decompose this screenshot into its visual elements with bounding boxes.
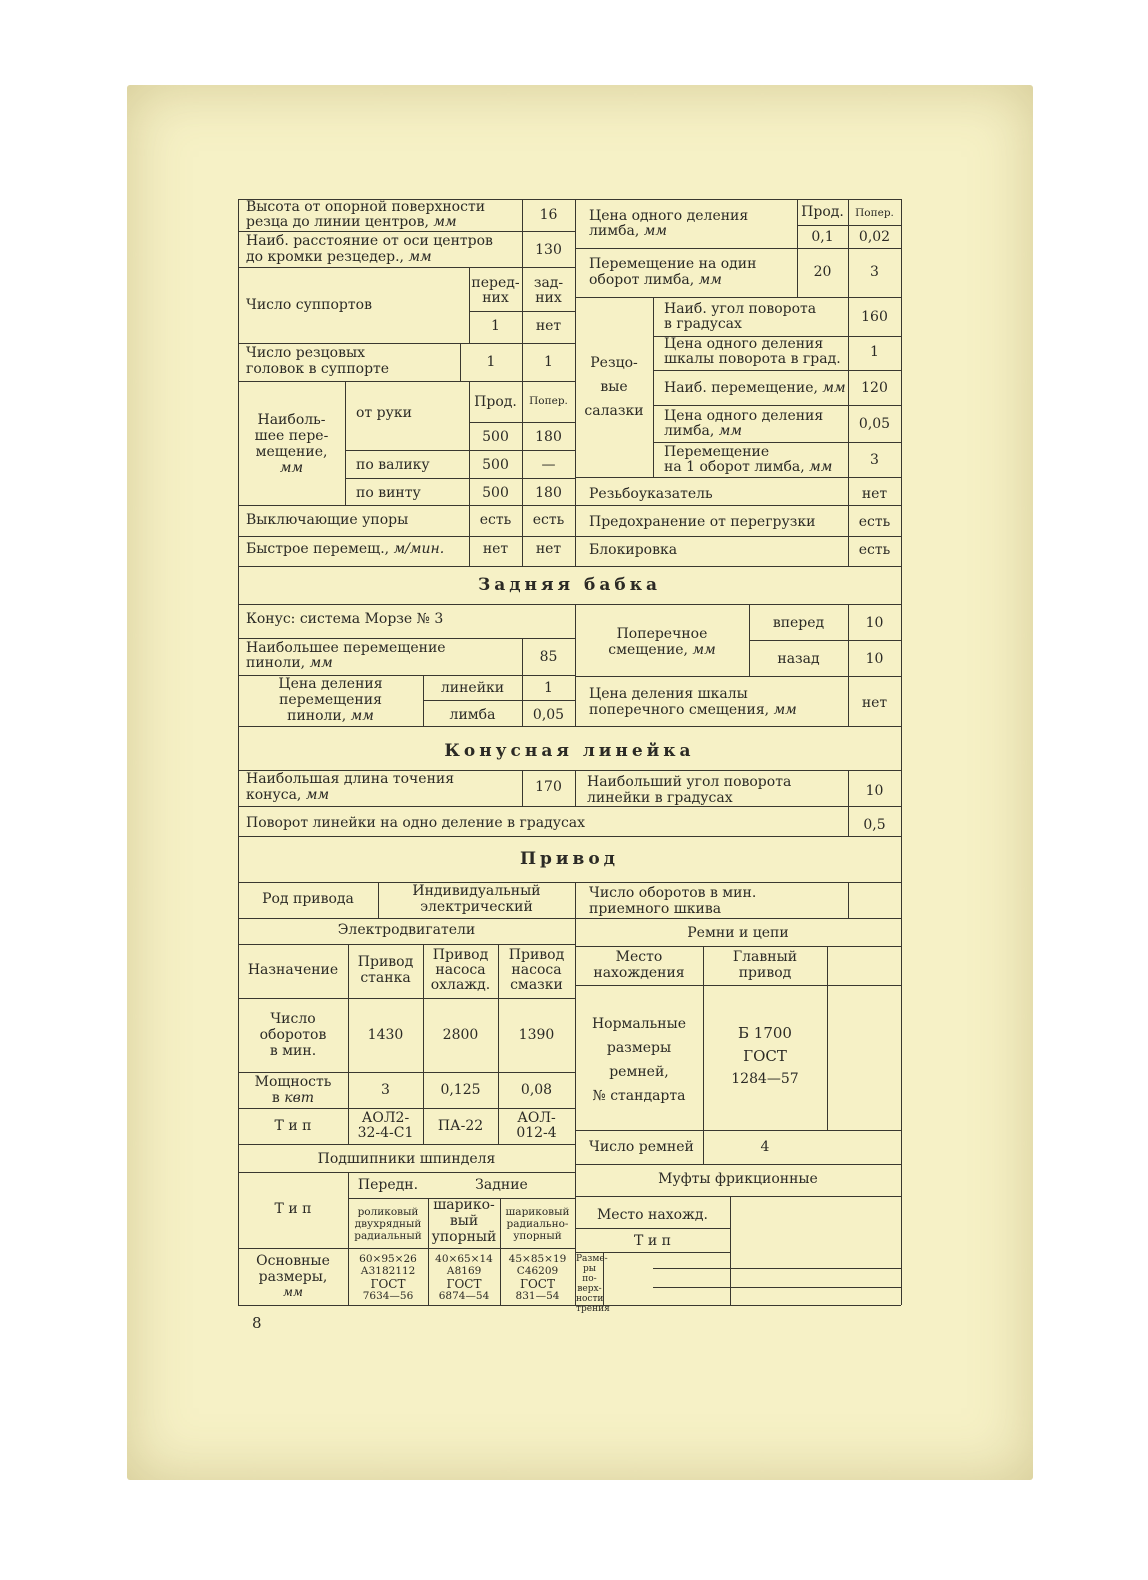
slide-travel: Наиб. перемещение, мм (664, 380, 846, 396)
pulley-label-2: приемного шкива (589, 901, 722, 917)
dial-rev-label-1: Перемещение на один (589, 256, 757, 272)
front-header-2: них (482, 290, 509, 306)
dims1-4: 7634—56 (362, 1290, 414, 1302)
slide-angle-1: Наиб. угол поворота (664, 301, 817, 317)
power-value-2: 0,125 (440, 1082, 481, 1098)
bearing-rear-header: Задние (475, 1177, 528, 1193)
power-value-3: 0,08 (520, 1082, 553, 1098)
rpm-value-3: 1390 (518, 1027, 555, 1043)
motor2-1: Привод (432, 947, 489, 963)
lock-value: есть (858, 542, 891, 558)
front-header-1: перед- (471, 275, 520, 291)
dial-prod-header: Прод. (801, 204, 844, 220)
by-hand-label: от руки (356, 405, 412, 421)
stops-prod: есть (479, 512, 512, 528)
thread-value: нет (861, 486, 888, 502)
slide-travel-value: 120 (861, 380, 888, 396)
taper-len-value: 170 (535, 779, 562, 795)
motor1-2: станка (360, 970, 411, 986)
bearing2-2: вый (449, 1213, 479, 1229)
dims3-1: 45×85×19 (508, 1253, 567, 1265)
ruler-value: 1 (544, 680, 553, 696)
rpm-value-2: 2800 (442, 1027, 479, 1043)
main-drive-1: Главный (732, 949, 798, 965)
page-number: 8 (252, 1314, 262, 1332)
hand-prod: 500 (482, 429, 509, 445)
rpm-label-1: Число (270, 1011, 316, 1027)
dims1-1: 60×95×26 (359, 1253, 417, 1265)
slide-div-1: Цена одного деления (664, 408, 824, 424)
dims3-2: С46209 (516, 1265, 559, 1277)
slide-rev-2: на 1 оборот лимба, мм (664, 459, 833, 475)
slide-label-1: Резцо- (590, 355, 638, 371)
clutch-place-label: Место нахожд. (596, 1207, 709, 1223)
by-screw-label: по винту (356, 485, 421, 501)
motor2-3: охлажд. (430, 977, 491, 993)
bearing1-3: радиальный (354, 1230, 422, 1242)
rpm-label-3: в мин. (269, 1043, 317, 1059)
forward-value: 10 (865, 615, 884, 631)
dist-value: 130 (535, 242, 562, 258)
bearing3-3: упорный (513, 1230, 562, 1242)
slide-scale-1: Цена одного деления (664, 336, 824, 352)
dist-label-2: до кромки резцедер., мм (246, 249, 432, 265)
bearing2-3: упорный (431, 1229, 497, 1245)
overload-value: есть (858, 514, 891, 530)
slide-div-2: лимба, мм (664, 423, 743, 439)
power-label-2: в квт (271, 1090, 315, 1106)
dial-rev-label-2: оборот лимба, мм (589, 272, 722, 288)
quill-label-2: пиноли, мм (246, 655, 333, 671)
quill-value: 85 (539, 649, 558, 665)
type-value-2: ПА-22 (437, 1118, 484, 1134)
motor3-2: насоса (511, 962, 562, 978)
slide-angle-value: 160 (861, 309, 888, 325)
cone-label: Конус: система Морзе № 3 (246, 611, 444, 627)
norm-label-2: размеры (606, 1040, 672, 1056)
travel-unit: мм (279, 460, 304, 476)
offset-scale-2: поперечного смещения, мм (589, 702, 797, 718)
back-label: назад (777, 651, 820, 667)
dims2-1: 40×65×14 (435, 1253, 493, 1265)
type-value-1a: АОЛ2- (361, 1110, 410, 1126)
drive-kind-1: Индивидуальный (412, 883, 541, 899)
motor3-1: Привод (508, 947, 565, 963)
overload-label: Предохранение от перегрузки (589, 514, 816, 530)
dial-rev-prod: 20 (813, 264, 832, 280)
heads-front: 1 (486, 354, 496, 370)
dial-div-poper: 0,02 (858, 229, 891, 245)
screw-poper: 180 (535, 485, 562, 501)
norm-label-4: № стандарта (592, 1088, 686, 1104)
rapid-prod: нет (482, 541, 509, 557)
belt-count-value: 4 (760, 1139, 770, 1155)
dist-label-1: Наиб. расстояние от оси центров (246, 233, 493, 249)
limb-value: 0,05 (532, 707, 565, 723)
belt-count-label: Число ремней (589, 1139, 694, 1155)
taper-title: Конусная линейка (444, 741, 695, 761)
bearing3-2: радиально- (506, 1218, 569, 1230)
place-label-2: нахождения (593, 965, 685, 981)
slide-scale-2: шкалы поворота в град. (664, 351, 841, 367)
supports-label: Число суппортов (246, 297, 372, 313)
norm-label-1: Нормальные (591, 1016, 687, 1032)
bearing-type-label: Т и п (274, 1201, 312, 1217)
price-label-1: Цена деления (278, 676, 383, 692)
slide-rev-value: 3 (870, 452, 879, 468)
shaft-prod: 500 (482, 457, 509, 473)
dims-label-1: Основные (256, 1253, 330, 1269)
taper-len-1: Наибольшая длина точения (246, 771, 455, 787)
main-drive-2: привод (738, 965, 792, 981)
bearing-front-header: Передн. (357, 1177, 419, 1193)
price-label-3: пиноли, мм (287, 708, 374, 724)
by-shaft-label: по валику (356, 457, 430, 473)
taper-turn-value: 0,5 (863, 817, 886, 833)
drive-kind-label: Род привода (262, 891, 354, 907)
rpm-value-1: 1430 (367, 1027, 404, 1043)
taper-turn: Поворот линейки на одно деление в градусах (246, 815, 586, 831)
back-value: 10 (865, 651, 884, 667)
drive-title: Привод (519, 849, 620, 869)
heads-label-1: Число резцовых (246, 345, 365, 361)
dial-div-label-1: Цена одного деления (589, 208, 749, 224)
taper-len-2: конуса, мм (246, 787, 330, 803)
tailstock-title: Задняя бабка (477, 575, 662, 595)
dims3-4: 831—54 (515, 1290, 560, 1302)
travel-prod-header: Прод. (474, 394, 517, 410)
offset-label-2: смещение, мм (608, 642, 716, 658)
dims1-2: А3182112 (360, 1265, 416, 1277)
quill-label-1: Наибольшее перемещение (246, 640, 446, 656)
dial-poper-header: Попер. (855, 207, 894, 219)
pulley-label-1: Число оборотов в мин. (589, 885, 757, 901)
dims-unit: мм (283, 1285, 303, 1299)
clutch-dims-label: Разме- ры по- верх- ности трения (576, 1254, 610, 1314)
dims3-3: ГОСТ (520, 1277, 555, 1291)
rear-header-2: них (535, 290, 562, 306)
dims1-3: ГОСТ (370, 1277, 406, 1291)
rear-value: нет (535, 318, 562, 334)
limb-label: лимба (449, 707, 496, 723)
rapid-poper: нет (535, 541, 562, 557)
taper-angle-value: 10 (865, 783, 884, 799)
dims2-4: 6874—54 (438, 1290, 490, 1302)
motor2-2: насоса (435, 962, 486, 978)
bearings-header: Подшипники шпинделя (317, 1151, 496, 1167)
motor3-3: смазки (510, 977, 563, 993)
stops-label: Выключающие упоры (246, 512, 409, 528)
power-value-1: 3 (381, 1082, 390, 1098)
slide-rev-1: Перемещение (664, 444, 770, 460)
belts-header: Ремни и цепи (687, 925, 789, 941)
place-label-1: Место (615, 949, 663, 965)
bearing1-2: двухрядный (354, 1218, 422, 1230)
power-label-1: Мощность (254, 1074, 332, 1090)
purpose-label: Назначение (247, 962, 339, 978)
travel-poper-header: Попер. (529, 395, 568, 407)
slide-angle-2: в градусах (664, 316, 742, 332)
type-value-3b: 012-4 (516, 1125, 557, 1141)
heads-rear: 1 (544, 354, 553, 370)
norm-label-3: ремней, (609, 1064, 669, 1080)
travel-label-3: мещение, (255, 444, 328, 460)
belt-value-3: 1284—57 (731, 1071, 799, 1087)
shaft-poper: — (541, 457, 556, 473)
drive-kind-2: электрический (420, 899, 533, 915)
clutch-header: Муфты фрикционные (658, 1171, 818, 1187)
heads-label-2: головок в суппорте (246, 361, 390, 377)
belt-value-1: Б 1700 (738, 1024, 792, 1042)
offset-scale-value: нет (861, 695, 888, 711)
dial-div-prod: 0,1 (811, 229, 834, 245)
slide-label-2: вые (600, 379, 628, 395)
slide-label-3: салазки (584, 403, 644, 419)
bearing2-1: шарико- (433, 1197, 495, 1213)
dial-rev-poper: 3 (870, 264, 879, 280)
slide-scale-value: 1 (870, 344, 879, 360)
hand-poper: 180 (535, 429, 562, 445)
taper-angle-2: линейки в градусах (587, 790, 733, 806)
dims-label-2: размеры, (258, 1269, 328, 1285)
slide-div-value: 0,05 (858, 416, 891, 432)
clutch-type-label: Т и п (634, 1233, 671, 1249)
thread-label: Резьбоуказатель (589, 486, 713, 502)
dims2-2: А8169 (446, 1265, 482, 1277)
height-value: 16 (539, 207, 558, 223)
stops-poper: есть (532, 512, 565, 528)
rear-header-1: зад- (533, 275, 564, 291)
price-label-2: перемещения (279, 692, 382, 708)
type-value-3a: АОЛ- (517, 1110, 556, 1126)
ruler-label: линейки (440, 680, 505, 696)
dial-div-label-2: лимба, мм (589, 223, 668, 239)
taper-angle-1: Наибольший угол поворота (587, 774, 792, 790)
rapid-label: Быстрое перемещ., м/мин. (246, 541, 445, 557)
rpm-label-2: оборотов (259, 1027, 327, 1043)
belt-value-2: ГОСТ (743, 1047, 787, 1065)
bearing3-1: шариковый (505, 1206, 570, 1218)
dims2-3: ГОСТ (446, 1277, 482, 1291)
travel-label-1: Наиболь- (257, 412, 326, 428)
travel-label-2: шее пере- (254, 428, 329, 444)
offset-scale-1: Цена деления шкалы (589, 686, 748, 702)
height-label-1: Высота от опорной поверхности (246, 199, 486, 215)
type-label: Т и п (274, 1118, 312, 1134)
motors-header: Электродвигатели (337, 922, 476, 938)
forward-label: вперед (772, 615, 825, 631)
screw-prod: 500 (482, 485, 509, 501)
front-value: 1 (491, 318, 500, 334)
offset-label-1: Поперечное (616, 626, 708, 642)
height-label-2: резца до линии центров, мм (246, 214, 457, 230)
bearing1-1: роликовый (357, 1206, 419, 1218)
lock-label: Блокировка (589, 542, 678, 558)
motor1-1: Привод (357, 954, 414, 970)
type-value-1b: 32-4-С1 (357, 1125, 414, 1141)
